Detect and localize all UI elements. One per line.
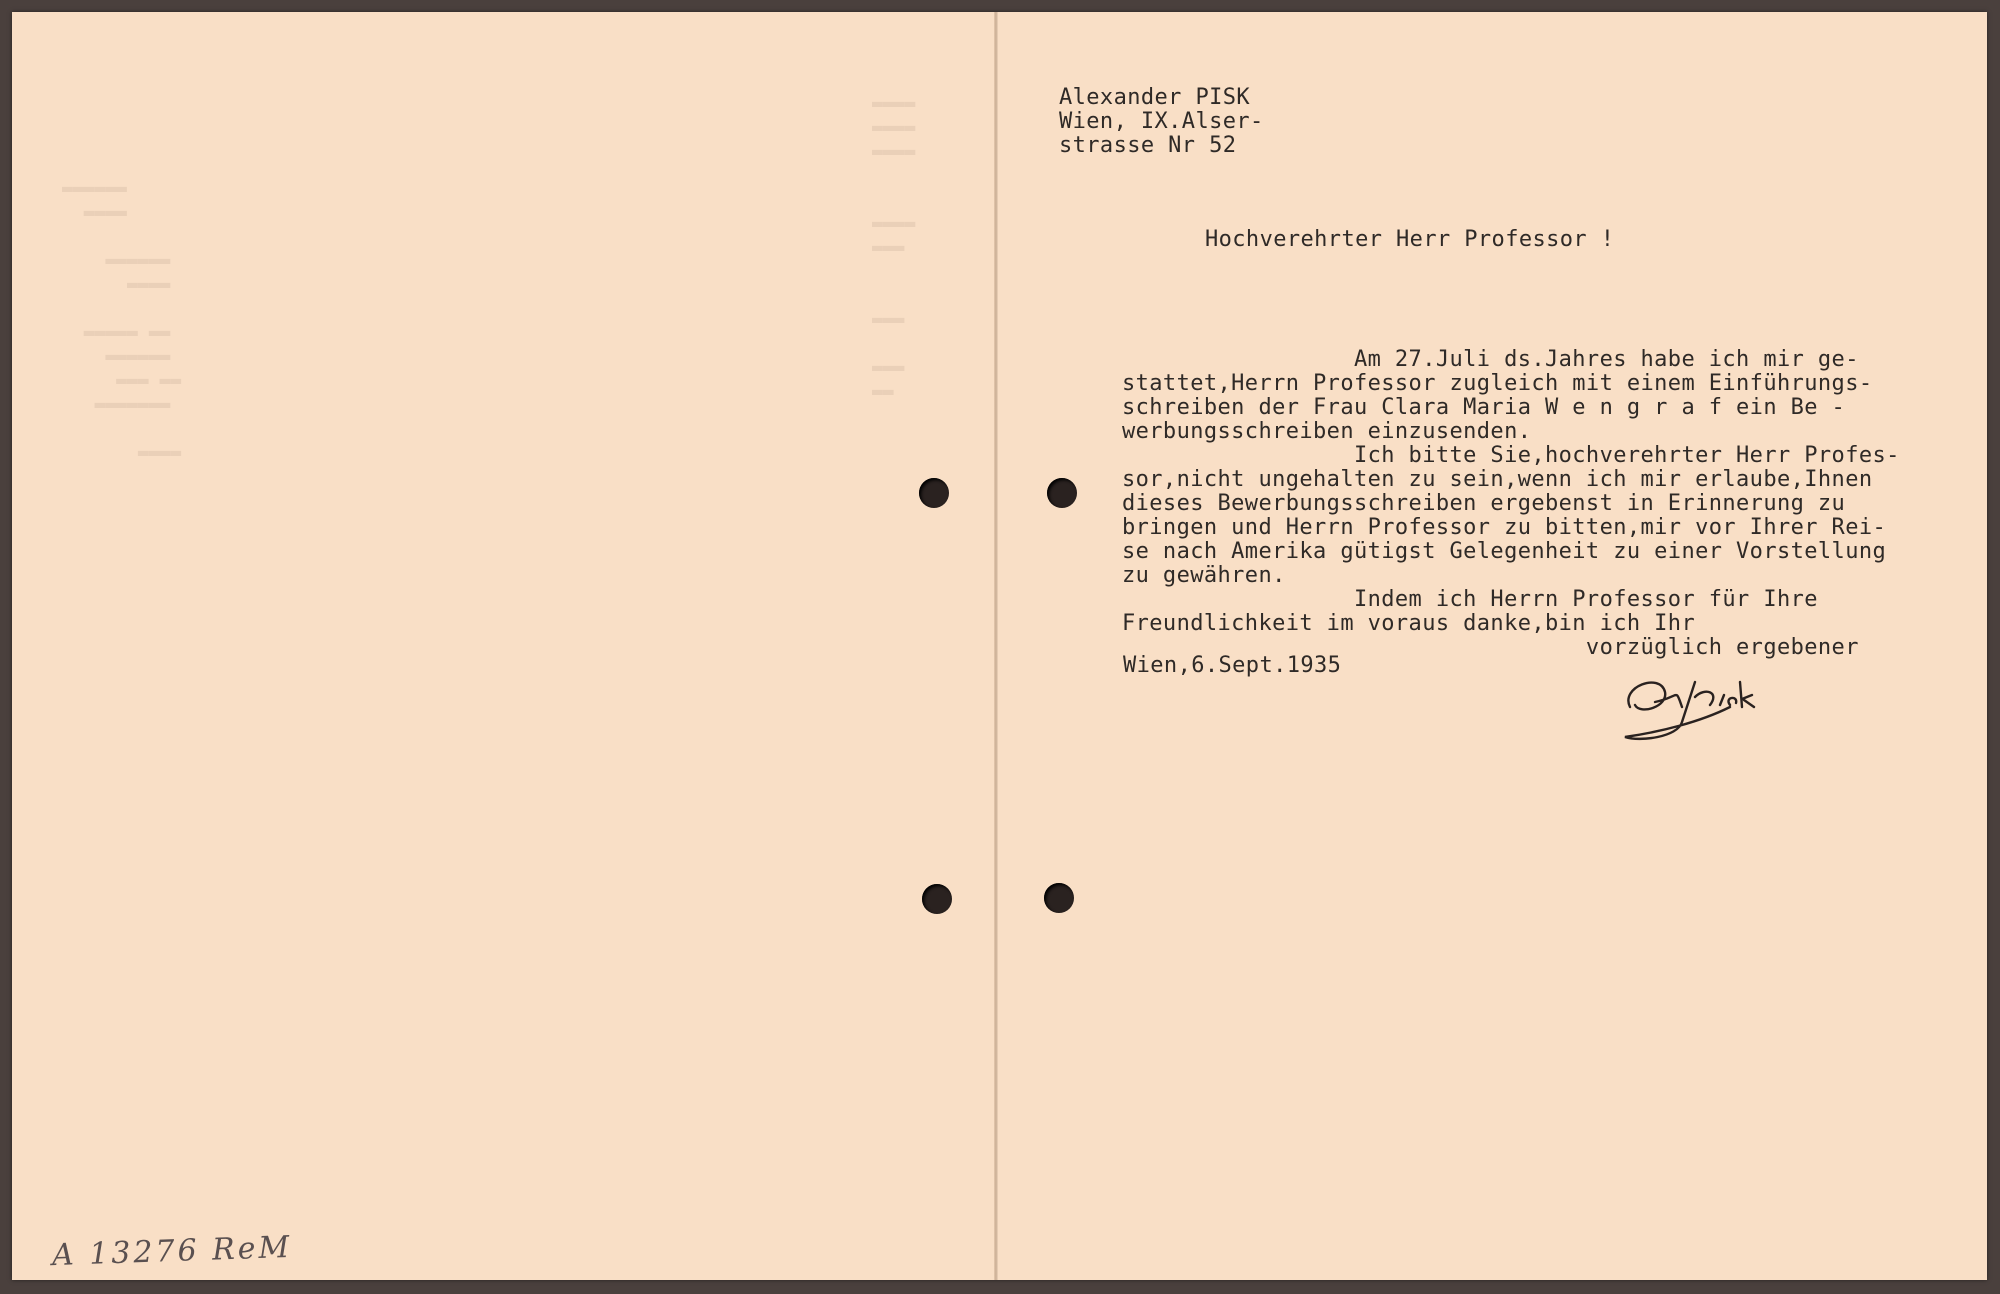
sender-block bbox=[1059, 86, 1264, 158]
handwritten-signature bbox=[1620, 667, 1790, 747]
punch-hole bbox=[922, 884, 952, 914]
show-through-text-2: ▬▬▬▬ ▬▬▬▬ ▬▬▬▬ ▬▬▬▬ ▬▬▬ ▬▬▬ ▬▬▬ ▬▬ bbox=[872, 93, 916, 402]
body-line: Ich bitte Sie,hochverehrter Herr Profes- bbox=[1122, 443, 1900, 468]
body-line: Indem ich Herrn Professor für Ihre bbox=[1122, 587, 1818, 612]
punch-hole bbox=[1047, 478, 1077, 508]
letter-sheet bbox=[12, 12, 1987, 1280]
salutation: Hochverehrter Herr Professor ! bbox=[1205, 227, 1615, 252]
punch-hole bbox=[1044, 883, 1074, 913]
punch-hole bbox=[919, 478, 949, 508]
body-line: stattet,Herrn Professor zugleich mit einem Einführungs- bbox=[1122, 371, 1873, 396]
body-line: se nach Amerika gütigst Gelegenheit zu einer Vorstellung bbox=[1122, 539, 1887, 564]
body-line: sor,nicht ungehalten zu sein,wenn ich mir erlaube,Ihnen bbox=[1122, 467, 1873, 492]
body-line: Am 27.Juli ds.Jahres habe ich mir ge- bbox=[1122, 347, 1859, 372]
body-line: schreiben der Frau Clara Maria W e n g r a f ein Be - bbox=[1122, 395, 1846, 420]
body-line: bringen und Herrn Professor zu bitten,mir vor Ihrer Rei- bbox=[1122, 515, 1887, 540]
letter-body bbox=[1122, 324, 1900, 708]
body-line: vorzüglich ergebener bbox=[1122, 635, 1859, 660]
body-line: zu gewähren. bbox=[1122, 563, 1286, 588]
sender-address-line-1: Wien, IX.Alser- bbox=[1059, 109, 1264, 134]
show-through-text: ▬▬▬▬▬▬ ▬▬▬▬ ▬▬▬▬▬▬ ▬▬▬▬ ▬▬▬▬▬ ▬▬ ▬▬▬▬▬▬ ▬▬▬ ▬▬ ▬▬▬▬▬▬▬ ▬▬▬▬ bbox=[62, 178, 182, 463]
body-line: dieses Bewerbungsschreiben ergebenst in Erinnerung zu bbox=[1122, 491, 1846, 516]
date-line: Wien,6.Sept.1935 bbox=[1123, 653, 1342, 678]
center-fold bbox=[994, 12, 998, 1280]
sender-address-line-2: strasse Nr 52 bbox=[1059, 133, 1237, 158]
body-line: werbungsschreiben einzusenden. bbox=[1122, 419, 1532, 444]
sender-name: Alexander PISK bbox=[1059, 85, 1251, 110]
body-line: Freundlichkeit im voraus danke,bin ich Ihr bbox=[1122, 611, 1696, 636]
archive-number: A 13276 ReM bbox=[51, 1229, 293, 1274]
